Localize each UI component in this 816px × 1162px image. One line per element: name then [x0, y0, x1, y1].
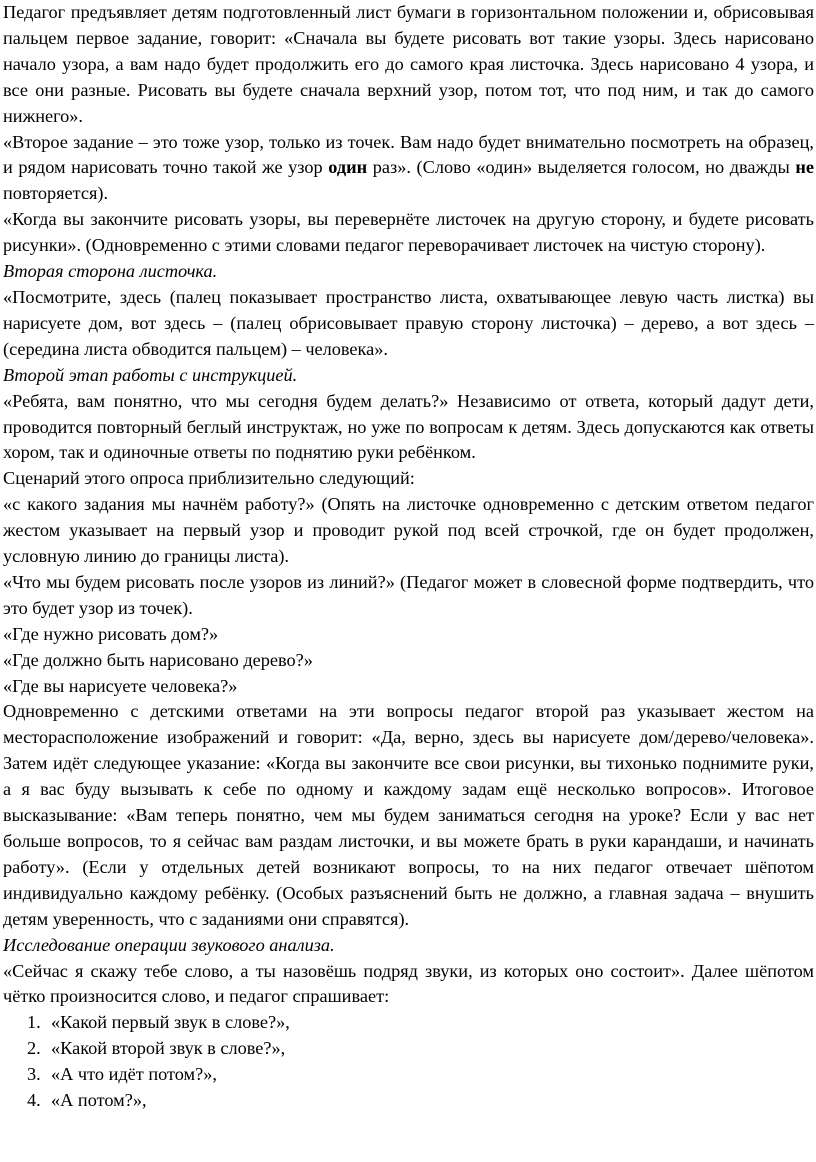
document-page: [3, 0, 814, 1162]
paragraph-scenario: Сценарий этого опроса приблизительно следующий:: [3, 468, 415, 489]
list-item: [27, 1036, 814, 1062]
questions-list: [3, 1010, 814, 1114]
paragraph-second-task: [3, 130, 814, 208]
paragraph-final-instructions: Одновременно с детскими ответами на эти вопросы педагог второй раз указывает жестом на месторасположение изображений и говорит: «Да, верно, здесь вы нарисуете дом/дерево/человека». Затем идёт следующее указание: «Когда вы закончите все свои рисунки, вы тихонько поднимите руки, а я вас буду вызывать к себе по одному и каждому задам ещё несколько вопросов». Итоговое высказывание: «Вам теперь понятно, чем мы будем заниматься сегодня на уроке? Если у вас нет больше вопросов, то я сейчас вам раздам листочки, и вы можете брать в руки карандаши, и начинать работу». (Если у отдельных детей возникают вопросы, то на них педагог отвечает шёпотом индивидуально каждому ребёнку. (Особых разъяснений быть не должно, а главная задача – внушить детям уверенность, что с заданиями они справятся).: [3, 701, 814, 929]
list-item-text: «Какой второй звук в слове?»,: [51, 1038, 286, 1059]
heading-second-side: Вторая сторона листочка.: [3, 261, 218, 282]
list-item-text: «А потом?»,: [51, 1090, 147, 1111]
paragraph-question-after-lines: «Что мы будем рисовать после узоров из линий?» (Педагог может в словесной форме подтвердить, что это будет узор из точек).: [3, 571, 814, 618]
text-run: «Второе задание – это тоже узор, только из точек. Вам надо будет внимательно посмотреть на образец, и рядом нарисовать точно такой же узор: [3, 131, 814, 178]
paragraph-repeat-instruction: «Ребята, вам понятно, что мы сегодня будем делать?» Независимо от ответа, который дадут дети, проводится повторный беглый инструктаж, но уже по вопросам к детям. Здесь допускаются как ответы хором, так и одиночные ответы по поднятию руки ребёнком.: [3, 390, 814, 463]
paragraph-question-person: «Где вы нарисуете человека?»: [3, 675, 238, 696]
heading-sound-analysis: Исследование операции звукового анализа.: [3, 934, 335, 955]
list-item: [27, 1010, 814, 1036]
paragraph-question-tree: «Где должно быть нарисовано дерево?»: [3, 649, 313, 670]
paragraph-intro: Педагог предъявляет детям подготовленный лист бумаги в горизонтальном положении и, обрисовывая пальцем первое задание, говорит: «Сначала вы будете рисовать вот такие узоры. Здесь нарисовано начало узора, а вам надо будет продолжить его до самого края листочка. Здесь нарисовано 4 узора, и все они разные. Рисовать вы будете сначала верхний узор, потом тот, что под ним, и так до самого нижнего».: [3, 2, 814, 126]
paragraph-flip-sheet: «Когда вы закончите рисовать узоры, вы перевернёте листочек на другую сторону, и будете рисовать рисунки». (Одновременно с этими словами педагог переворачивает листочек на чистую сторону).: [3, 209, 814, 256]
list-number: 4.: [27, 1090, 41, 1111]
list-item: [27, 1062, 814, 1088]
list-item: [27, 1088, 814, 1114]
paragraph-sound-analysis: «Сейчас я скажу тебе слово, а ты назовёшь подряд звуки, из которых оно состоит». Далее шёпотом чётко произносится слово, и педагог спрашивает:: [3, 960, 814, 1007]
heading-second-stage: Второй этап работы с инструкцией.: [3, 364, 298, 385]
list-number: 2.: [27, 1038, 41, 1059]
paragraph-question-house: «Где нужно рисовать дом?»: [3, 623, 219, 644]
bold-word-one: один: [328, 157, 368, 178]
bold-word-not: не: [795, 157, 814, 178]
list-item-text: «А что идёт потом?»,: [51, 1064, 217, 1085]
paragraph-question-first-task: «с какого задания мы начнём работу?» (Опять на листочке одновременно с детским ответом педагог жестом указывает на первый узор и проводит рукой под всей строчкой, где он будет продолжен, условную линию до границы листа).: [3, 494, 814, 567]
paragraph-drawing-places: «Посмотрите, здесь (палец показывает пространство листа, охватывающее левую часть листка) вы нарисуете дом, вот здесь – (палец обрисовывает правую сторону листочка) – дерево, а вот здесь – (середина листа обводится пальцем) – человека».: [3, 286, 814, 359]
list-number: 3.: [27, 1064, 41, 1085]
text-run: раз». (Слово «один» выделяется голосом, но дважды: [367, 157, 796, 178]
list-item-text: «Какой первый звук в слове?»,: [51, 1012, 290, 1033]
text-run: повторяется).: [3, 183, 109, 204]
list-number: 1.: [27, 1012, 41, 1033]
